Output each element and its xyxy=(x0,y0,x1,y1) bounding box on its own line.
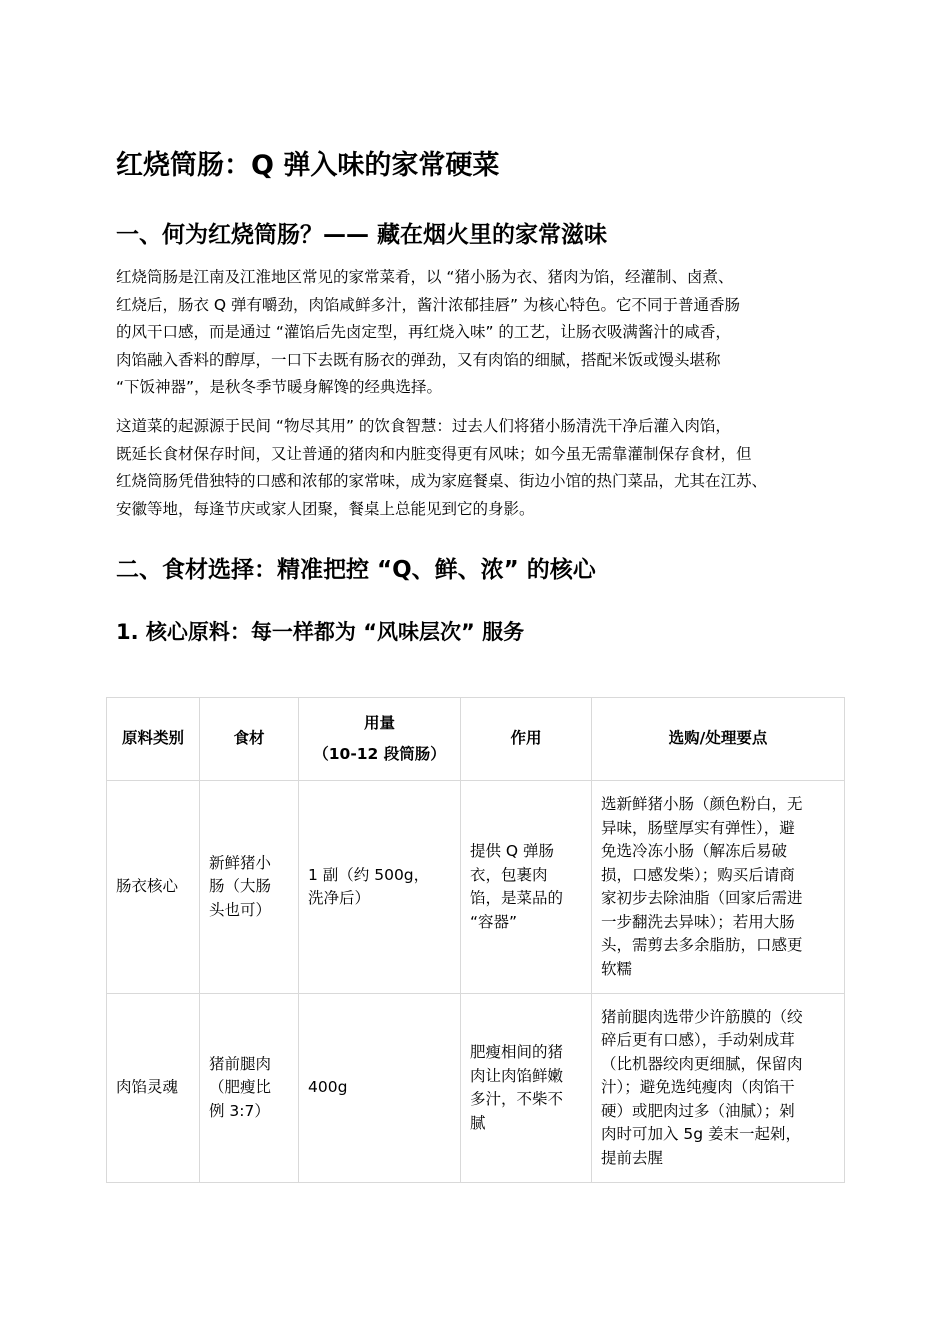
text-line: 肉馅融入香料的醇厚，一口下去既有肠衣的弹劲，又有肉馅的细腻，搭配米饭或馒头堪称 xyxy=(116,350,721,369)
cell-line: 头也可） xyxy=(209,900,272,919)
cell-line: 猪前腿肉选带少许筋膜的（绞 xyxy=(601,1007,803,1026)
cell-line: 碎后更有口感），手动剁成茸 xyxy=(601,1031,795,1050)
cell-line: 衣，包裹肉 xyxy=(470,865,548,884)
header-amount-note: （10-12 段筒肠） xyxy=(313,745,446,763)
cell-line: 肥瘦相间的猪 xyxy=(470,1043,564,1061)
cell-category: 肉馅灵魂 xyxy=(107,994,200,1183)
intro-paragraph xyxy=(116,264,851,402)
table-header-row xyxy=(107,698,845,781)
cell-role xyxy=(461,994,592,1183)
cell-line: 洗净后） xyxy=(308,889,371,907)
cell-line: 提供 Q 弹肠 xyxy=(470,842,555,860)
cell-line: 肉让肉馅鲜嫩 xyxy=(470,1066,564,1085)
cell-line: 软糯 xyxy=(601,959,633,978)
header-role: 作用 xyxy=(461,698,592,781)
cell-line: 腻 xyxy=(470,1113,486,1132)
section-heading-what-is: 一、何为红烧筒肠？—— 藏在烟火里的家常滋味 xyxy=(116,222,608,248)
text-line: 红烧筒肠是江南及江淮地区常见的家常菜肴，以 “猪小肠为衣、猪肉为馅，经灌制、卤煮、 xyxy=(116,268,734,286)
text-line: 安徽等地，每逢节庆或家人团聚，餐桌上总能见到它的身影。 xyxy=(116,499,535,518)
text-line: 红烧筒肠凭借独特的口感和浓郁的家常味，成为家庭餐桌、街边小馆的热门菜品，尤其在江苏、 xyxy=(116,472,768,490)
cell-line: 一步翻洗去异味）；若用大肠 xyxy=(601,912,795,931)
cell-role xyxy=(461,781,592,994)
text-line: 这道菜的起源源于民间 “物尽其用” 的饮食智慧：过去人们将猪小肠清洗干净后灌入肉馅， xyxy=(116,417,731,435)
cell-line: 新鲜猪小 xyxy=(209,853,272,872)
text-line: 既延长食材保存时间，又让普通的猪肉和内脏变得更有风味；如今虽无需靠灌制保存食材，但 xyxy=(116,444,752,463)
cell-category: 肠衣核心 xyxy=(107,781,200,994)
text-line: “下饭神器”，是秋冬季节暖身解馋的经典选择。 xyxy=(116,378,443,396)
cell-amount xyxy=(299,781,461,994)
cell-tips xyxy=(592,994,845,1183)
table-row xyxy=(107,781,845,994)
cell-line: 馅，是菜品的 xyxy=(470,889,564,907)
cell-line: 400g xyxy=(308,1078,348,1097)
cell-tips xyxy=(592,781,845,994)
cell-line: 提前去腥 xyxy=(601,1148,664,1167)
cell-line: （比机器绞肉更细腻，保留肉 xyxy=(601,1054,803,1073)
text-line: 的风干口感，而是通过 “灌馅后先卤定型，再红烧入味” 的工艺，让肠衣吸满酱汁的咸香， xyxy=(116,323,731,341)
cell-line: 免选冷冻小肠（解冻后易破 xyxy=(601,842,788,860)
cell-ingredient xyxy=(200,781,299,994)
cell-line: 例 3:7） xyxy=(209,1101,270,1120)
header-tips: 选购/处理要点 xyxy=(592,698,845,781)
cell-line: （肥瘦比 xyxy=(209,1078,272,1097)
header-amount-label: 用量 xyxy=(363,713,395,732)
cell-line: 1 副（约 500g， xyxy=(308,865,430,884)
section-heading-ingredients: 二、食材选择：精准把控 “Q、鲜、浓” 的核心 xyxy=(116,557,596,583)
cell-line: 家初步去除油脂（回家后需进 xyxy=(601,889,803,907)
ingredients-table xyxy=(106,697,845,1183)
header-category: 原料类别 xyxy=(107,698,200,781)
cell-line: 肉时可加入 5g 姜末一起剁， xyxy=(601,1125,802,1144)
text-line: 红烧后，肠衣 Q 弹有嚼劲，肉馅咸鲜多汁，酱汁浓郁挂唇” 为核心特色。它不同于普通香肠 xyxy=(116,295,741,314)
cell-line: 异味，肠壁厚实有弹性），避 xyxy=(601,818,795,837)
cell-line: “容器” xyxy=(470,912,518,931)
cell-line: 硬）或肥肉过多（油腻）；剁 xyxy=(601,1101,795,1120)
subsection-heading-core-ingredients: 1. 核心原料：每一样都为 “风味层次” 服务 xyxy=(116,620,525,644)
cell-line: 选新鲜猪小肠（颜色粉白，无 xyxy=(601,795,803,813)
table-row xyxy=(107,994,845,1183)
cell-line: 头，需剪去多余脂肪，口感更 xyxy=(601,936,803,954)
cell-ingredient xyxy=(200,994,299,1183)
header-amount xyxy=(299,698,461,781)
cell-line: 损，口感发柴）；购买后请商 xyxy=(601,865,795,884)
cell-line: 肠（大肠 xyxy=(209,877,272,896)
cell-line: 猪前腿肉 xyxy=(209,1054,272,1073)
cell-line: 多汁，不柴不 xyxy=(470,1090,564,1108)
page-title: 红烧筒肠：Q 弹入味的家常硬菜 xyxy=(116,150,500,181)
origin-paragraph xyxy=(116,413,851,523)
header-ingredient: 食材 xyxy=(200,698,299,781)
cell-line: 汁）；避免选纯瘦肉（肉馅干 xyxy=(601,1078,795,1097)
cell-amount xyxy=(299,994,461,1183)
